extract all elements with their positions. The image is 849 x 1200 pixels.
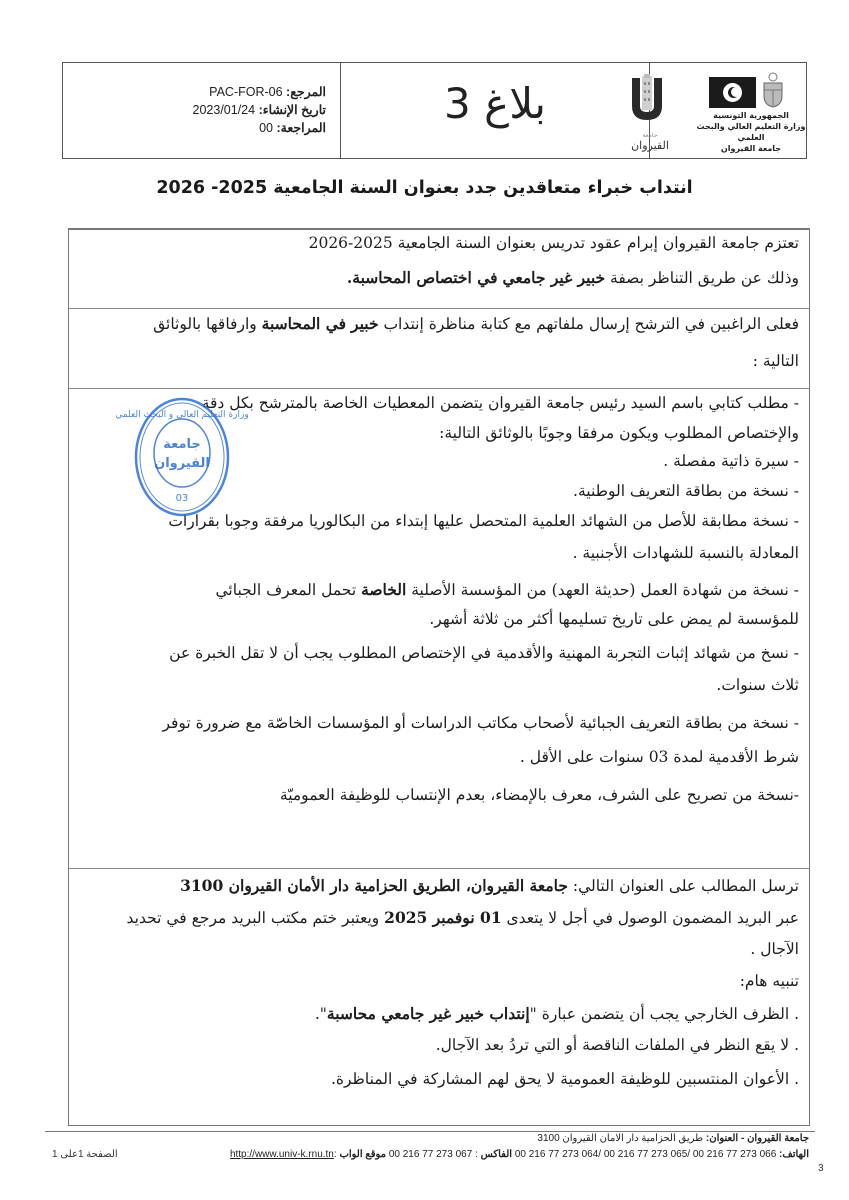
deadline-suffix: ويعتبر ختم مكتب البريد مرجع في تحديد xyxy=(126,909,385,927)
announcement-table xyxy=(68,228,810,1126)
university-name: جامعة القيروان xyxy=(720,144,782,153)
document-item: - نسخة من بطاقة التعريف الجبائية لأصحاب مكاتب الدراسات أو المؤسسات الخاصّة مع ضرورة توفر xyxy=(162,714,799,732)
republic-name: الجمهورية التونسية xyxy=(713,111,789,120)
notice-envelope-text: . الظرف الخارجي يجب أن يتضمن عبارة " xyxy=(529,1005,799,1023)
revision-value: 00 xyxy=(259,121,274,135)
footer-contacts: الهاتف: 066 273 77 216 00 /065 273 77 216 00 /064 273 77 216 00 الفاكس : 067 273 77 216 00 موقع الواب :http://www.univ-k.rnu.tn xyxy=(229,1149,809,1160)
page-number: 3 xyxy=(818,1163,824,1174)
bulletin-cell xyxy=(341,63,650,158)
revision-label: المراجعة: xyxy=(276,121,326,135)
notice-envelope-phrase: إنتداب خبير غير جامعي محاسبة xyxy=(326,1004,530,1023)
university-logo-name: القيروان xyxy=(631,139,669,152)
submission-line-3: الآجال . xyxy=(750,940,799,958)
page-indicator: الصفحة 1على 1 xyxy=(52,1149,118,1160)
university-logo-label xyxy=(612,132,688,152)
footer-fax-label: الفاكس xyxy=(480,1149,513,1160)
announcement-title: انتداب خبراء متعاقدين جدد بعنوان السنة الجامعية 2025- 2026 xyxy=(156,178,693,198)
intro-line-2 xyxy=(347,268,799,287)
footer-fax-value: : 067 273 77 216 00 xyxy=(386,1149,481,1160)
notice-envelope-suffix: ". xyxy=(314,1005,327,1023)
document-item: - سيرة ذاتية مفصلة . xyxy=(663,452,799,470)
footer-address xyxy=(537,1133,809,1144)
reference-value: PAC-FOR-06 xyxy=(209,85,283,99)
intro-text: وذلك عن طريق التناظر بصفة xyxy=(605,269,799,287)
created-label: تاريخ الإنشاء: xyxy=(258,103,326,117)
position-title: خبير غير جامعي xyxy=(502,268,606,287)
deadline-text: عبر البريد المضمون الوصول في أجل لا يتعدى xyxy=(501,909,799,927)
stamp-number: 03 xyxy=(175,493,189,504)
ministry-name: وزارة التعليم العالي والبحث العلمي xyxy=(696,122,806,142)
specialty: في اختصاص المحاسبة. xyxy=(346,268,498,287)
footer-address-value: طريق الحزامية دار الامان القيروان 3100 xyxy=(537,1133,706,1144)
official-stamp-icon xyxy=(115,393,249,521)
bulletin-title: بلاغ 3 xyxy=(444,79,546,128)
stamp-inner-line-1: جامعة xyxy=(163,437,201,452)
document-item: - نسخة مطابقة للأصل من الشهائد العلمية المتحصل عليها إبتداء من البكالوريا مرفقة وجوبا بقرارات xyxy=(168,512,799,530)
created-value: 2023/01/24 xyxy=(192,103,256,117)
candidates-section xyxy=(69,308,809,389)
submission-address-line xyxy=(180,876,799,895)
footer-website-label: موقع الواب xyxy=(339,1149,387,1160)
work-certificate-bold: الخاصة xyxy=(361,580,407,599)
document-meta xyxy=(193,83,326,137)
document-item: والإختصاص المطلوب ويكون مرفقا وجوبًا بالوثائق التالية: xyxy=(439,424,799,442)
notice-item-public-servants: . الأعوان المنتسبين للوظيفة العمومية لا يحق لهم المشاركة في المناظرة. xyxy=(330,1070,799,1088)
university-logo-top-label: جامعة xyxy=(642,132,658,139)
coat-of-arms-icon xyxy=(761,72,785,108)
revision-row xyxy=(193,119,326,137)
reference-label: المرجع: xyxy=(286,85,326,99)
candidates-line-2: التالية : xyxy=(752,352,799,370)
candidates-bold-expert: خبير xyxy=(351,314,379,333)
footer-address-label: جامعة القيروان - العنوان: xyxy=(705,1133,809,1144)
candidates-text: فعلى الراغبين في الترشح إرسال ملفاتهم مع كتابة مناظرة إنتداب xyxy=(378,315,799,333)
document-item: - نسخ من شهائد إثبات التجربة المهنية والأقدمية في الإختصاص المطلوب يجب أن لا تقل الخبرة عن xyxy=(169,644,799,662)
work-certificate-suffix: تحمل المعرف الجبائي xyxy=(215,581,362,599)
work-certificate-text: - نسخة من شهادة العمل (حديثة العهد) من المؤسسة الأصلية xyxy=(406,581,799,599)
document-item: المعادلة بالنسبة للشهادات الأجنبية . xyxy=(572,544,799,562)
notice-label: تنبيه هام: xyxy=(739,972,799,990)
footer-phone-label: الهاتف: xyxy=(779,1149,809,1160)
university-logo-icon xyxy=(630,74,664,122)
document-item: شرط الأقدمية لمدة 03 سنوات على الأقل . xyxy=(519,748,799,766)
document-item: -نسخة من تصريح على الشرف، معرف بالإمضاء، بعدم الإنتساب للوظيفة العموميّة xyxy=(279,786,799,804)
document-item-work-certificate xyxy=(216,580,800,599)
created-row xyxy=(193,101,326,119)
stamp-inner-line-2: القيروان xyxy=(154,456,210,471)
reference-row xyxy=(193,83,326,101)
footer-phone-values: 066 273 77 216 00 /065 273 77 216 00 /064 273 77 216 00 xyxy=(512,1149,780,1160)
document-item: - نسخة من بطاقة التعريف الوطنية. xyxy=(573,482,799,500)
notice-item-envelope xyxy=(315,1004,799,1023)
submission-address: جامعة القيروان، الطريق الحزامية دار الأمان القيروان 3100 xyxy=(180,876,568,895)
intro-section xyxy=(69,230,809,309)
candidates-bold-specialty: في المحاسبة xyxy=(261,314,347,333)
candidates-line-1 xyxy=(153,314,799,333)
submission-section xyxy=(69,868,809,1124)
submission-text: ترسل المطالب على العنوان التالي: xyxy=(567,877,799,895)
tunisia-flag-icon xyxy=(709,77,756,108)
government-label xyxy=(696,110,806,154)
stamp-outer-text: وزارة التعليم العالي و البحث العلمي xyxy=(115,410,249,420)
submission-deadline-line xyxy=(127,908,799,927)
footer-website-link[interactable]: http://www.univ-k.rnu.tn xyxy=(229,1149,334,1160)
notice-item-incomplete: . لا يقع النظر في الملفات الناقصة أو التي تردُ بعد الآجال. xyxy=(435,1036,799,1054)
document-meta-cell xyxy=(63,63,341,158)
deadline-date: 01 نوفمبر 2025 xyxy=(384,908,502,927)
candidates-suffix: وارفاقها بالوثائق xyxy=(153,315,262,333)
document-item: - مطلب كتابي باسم السيد رئيس جامعة القيروان يتضمن المعطيات الخاصة بالمترشح بكل دقة xyxy=(201,394,799,412)
document-item: ثلاث سنوات. xyxy=(716,676,799,694)
document-item: للمؤسسة لم يمض على تاريخ تسليمها أكثر من ثلاثة أشهر. xyxy=(429,610,799,628)
footer-divider xyxy=(45,1131,815,1132)
intro-line-1: تعتزم جامعة القيروان إبرام عقود تدريس بعنوان السنة الجامعية 2025-2026 xyxy=(308,234,799,252)
